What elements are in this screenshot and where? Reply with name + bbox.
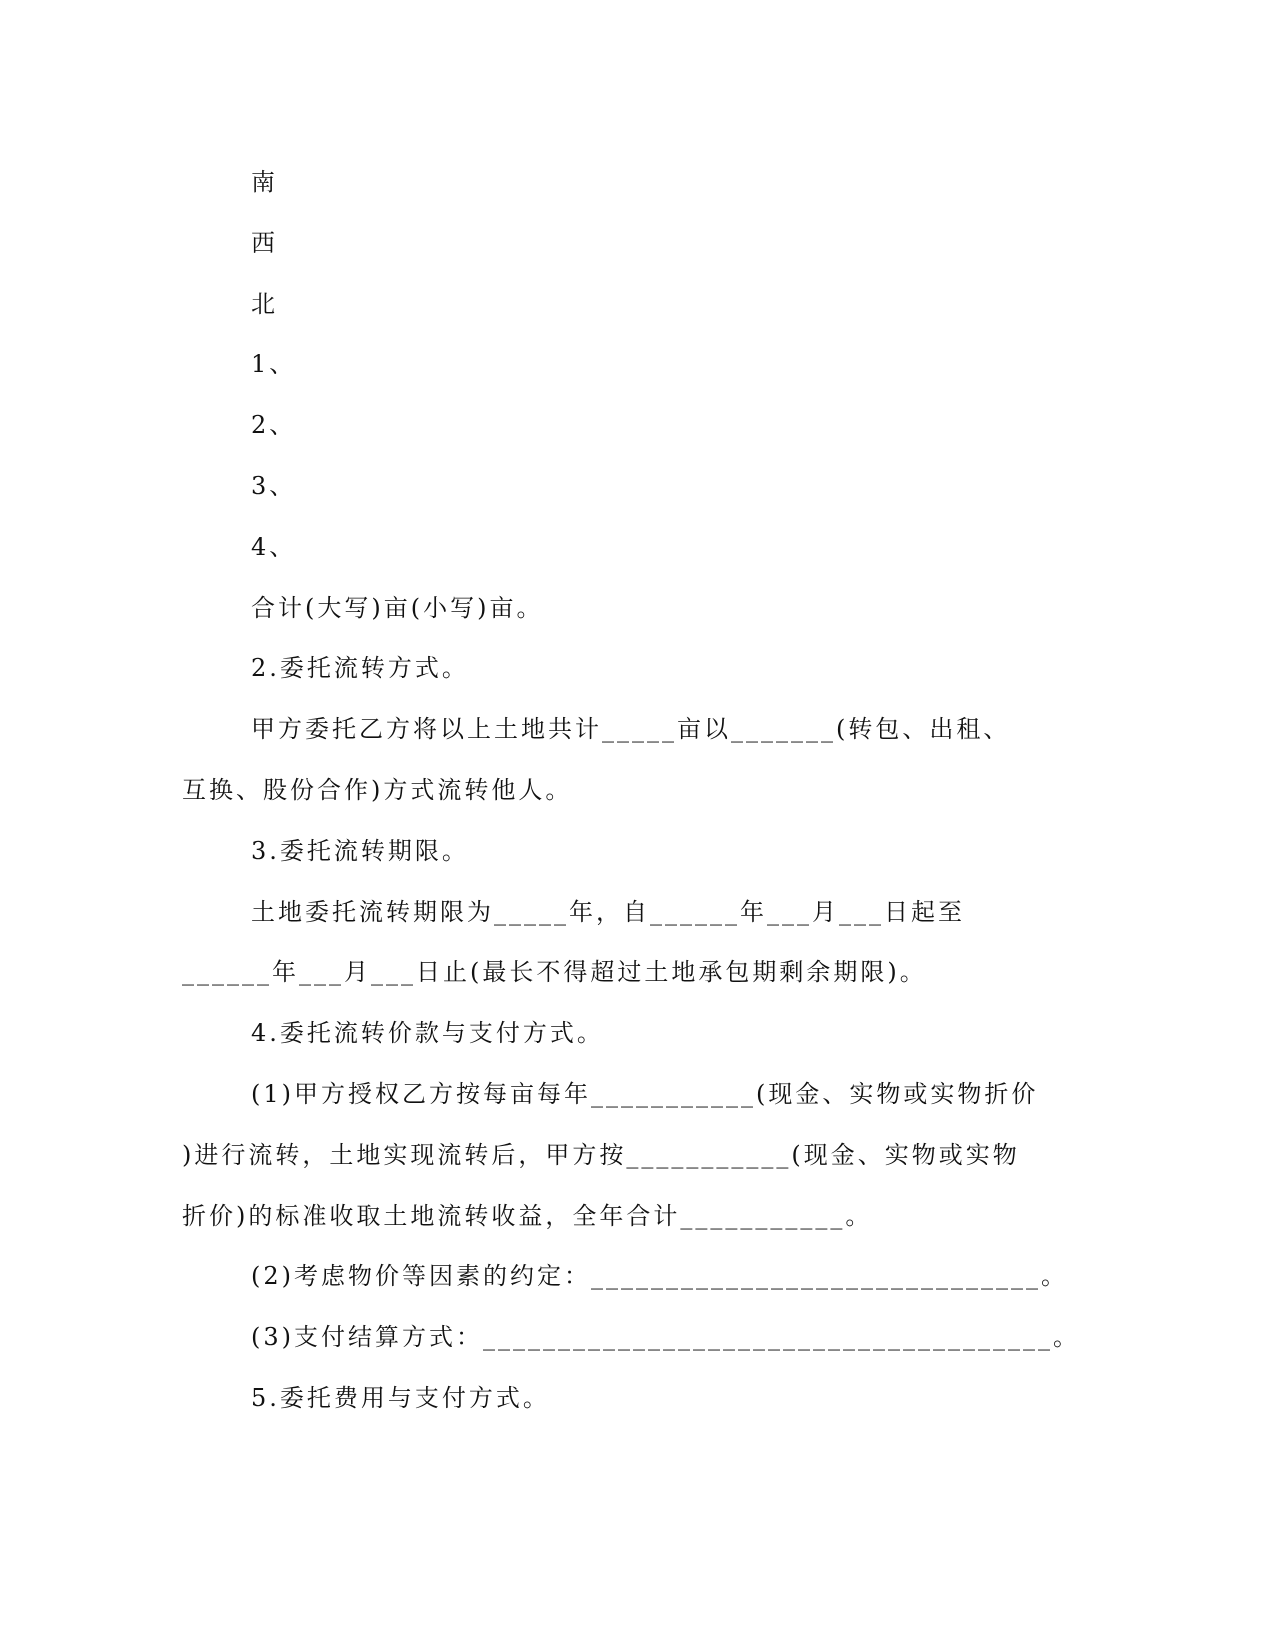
price-clause-1-line-3: 折价)的标准收取土地流转收益，全年合计___________。 <box>182 1201 873 1230</box>
list-item-2: 2、 <box>251 411 297 440</box>
total-area-line: 合计(大写)亩(小写)亩。 <box>251 593 544 622</box>
section-heading-4: 4.委托流转价款与支付方式。 <box>251 1019 604 1048</box>
transfer-method-line-1: 甲方委托乙方将以上土地共计_____亩以_______(转包、出租、 <box>251 715 1011 744</box>
price-clause-2: (2)考虑物价等因素的约定：______________________________。 <box>251 1262 1068 1291</box>
document-page <box>182 152 1080 1429</box>
price-clause-1-line-2: )进行流转，土地实现流转后，甲方按___________(现金、实物或实物 <box>182 1140 1020 1169</box>
list-item-1: 1、 <box>251 350 297 379</box>
direction-west: 西 <box>251 228 278 257</box>
list-item-3: 3、 <box>251 471 297 500</box>
direction-south: 南 <box>251 168 278 196</box>
transfer-method-line-2: 互换、股份合作)方式流转他人。 <box>182 775 573 804</box>
section-heading-5: 5.委托费用与支付方式。 <box>251 1383 550 1412</box>
price-clause-1-line-1: (1)甲方授权乙方按每亩每年___________(现金、实物或实物折价 <box>251 1079 1039 1108</box>
list-item-4: 4、 <box>251 532 297 561</box>
transfer-term-line-1: 土地委托流转期限为_____年，自______年___月___日起至 <box>251 897 965 926</box>
section-heading-2: 2.委托流转方式。 <box>251 654 469 683</box>
direction-north: 北 <box>251 289 278 318</box>
transfer-term-line-2: ______年___月___日止(最长不得超过土地承包期剩余期限)。 <box>182 958 927 987</box>
price-clause-3: (3)支付结算方式：______________________________________。 <box>251 1323 1080 1352</box>
section-heading-3: 3.委托流转期限。 <box>251 836 469 865</box>
